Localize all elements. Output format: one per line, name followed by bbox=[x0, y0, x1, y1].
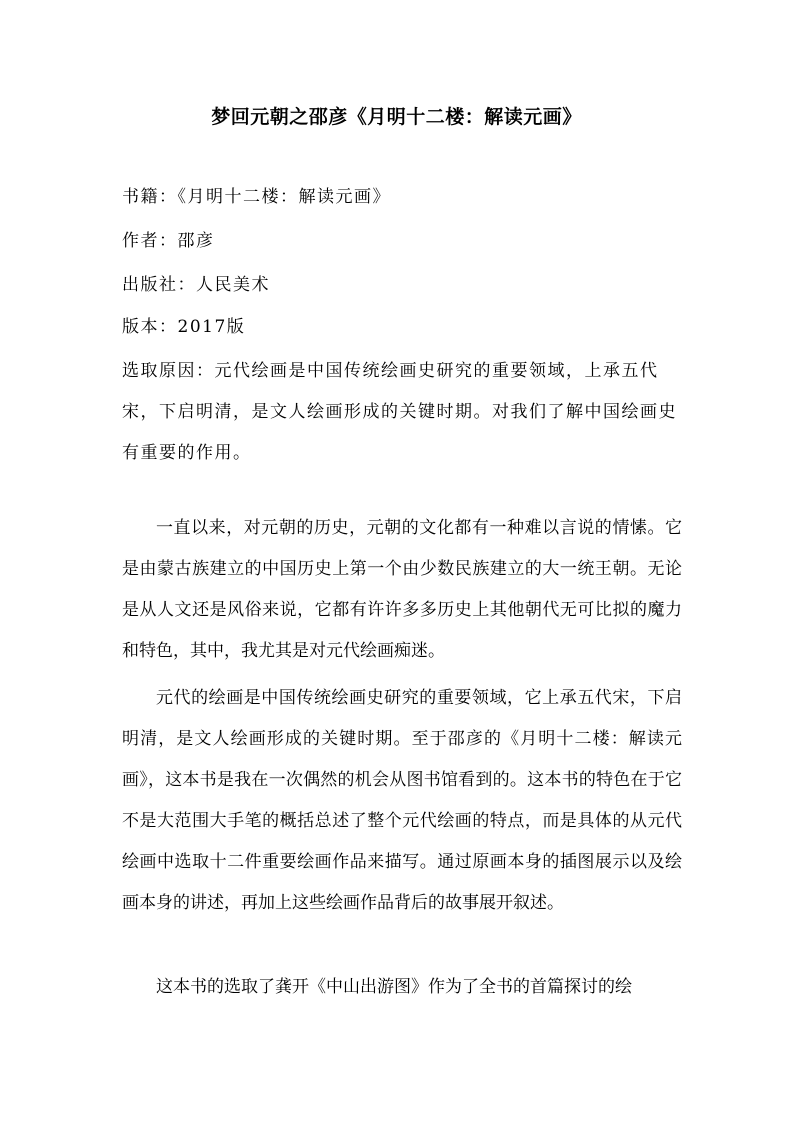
selection-reason: 选取原因：元代绘画是中国传统绘画史研究的重要领域，上承五代宋，下启明清，是文人绘画形成的关键时期。对我们了解中国绘画史有重要的作用。 bbox=[122, 361, 677, 463]
edition-line: 版本：2017版 bbox=[122, 317, 246, 337]
paragraph-3: 这本书的选取了龚开《中山出游图》作为了全书的首篇探讨的绘 bbox=[156, 977, 632, 997]
paragraph-2: 元代的绘画是中国传统绘画史研究的重要领域，它上承五代宋，下启明清，是文人绘画形成的关键时期。至于邵彦的《月明十二楼：解读元画》，这本书是我在一次偶然的机会从图书馆看到的。这本书的特色在于它不是大范围大手笔的概括总述了整个元代绘画的特点，而是具体的从元代绘画中选取十二件重要绘画作品来描写。通过原画本身的插图展示以及绘画本身的讲述，再加上这些绘画作品背后的故事展开叙述。 bbox=[122, 688, 682, 913]
publisher-line: 出版社：人民美术 bbox=[122, 275, 270, 295]
paragraph-1: 一直以来，对元朝的历史，元朝的文化都有一种难以言说的情愫。它是由蒙古族建立的中国历史上第一个由少数民族建立的大一统王朝。无论是从人文还是风俗来说，它都有许许多多历史上其他朝代无可比拟的魔力和特色，其中，我尤其是对元代绘画痴迷。 bbox=[122, 518, 682, 661]
page-title: 梦回元朝之邵彦《月明十二楼：解读元画》 bbox=[211, 106, 582, 128]
book-line: 书籍：《月明十二楼：解读元画》 bbox=[122, 187, 391, 207]
author-line: 作者：邵彦 bbox=[122, 231, 215, 251]
